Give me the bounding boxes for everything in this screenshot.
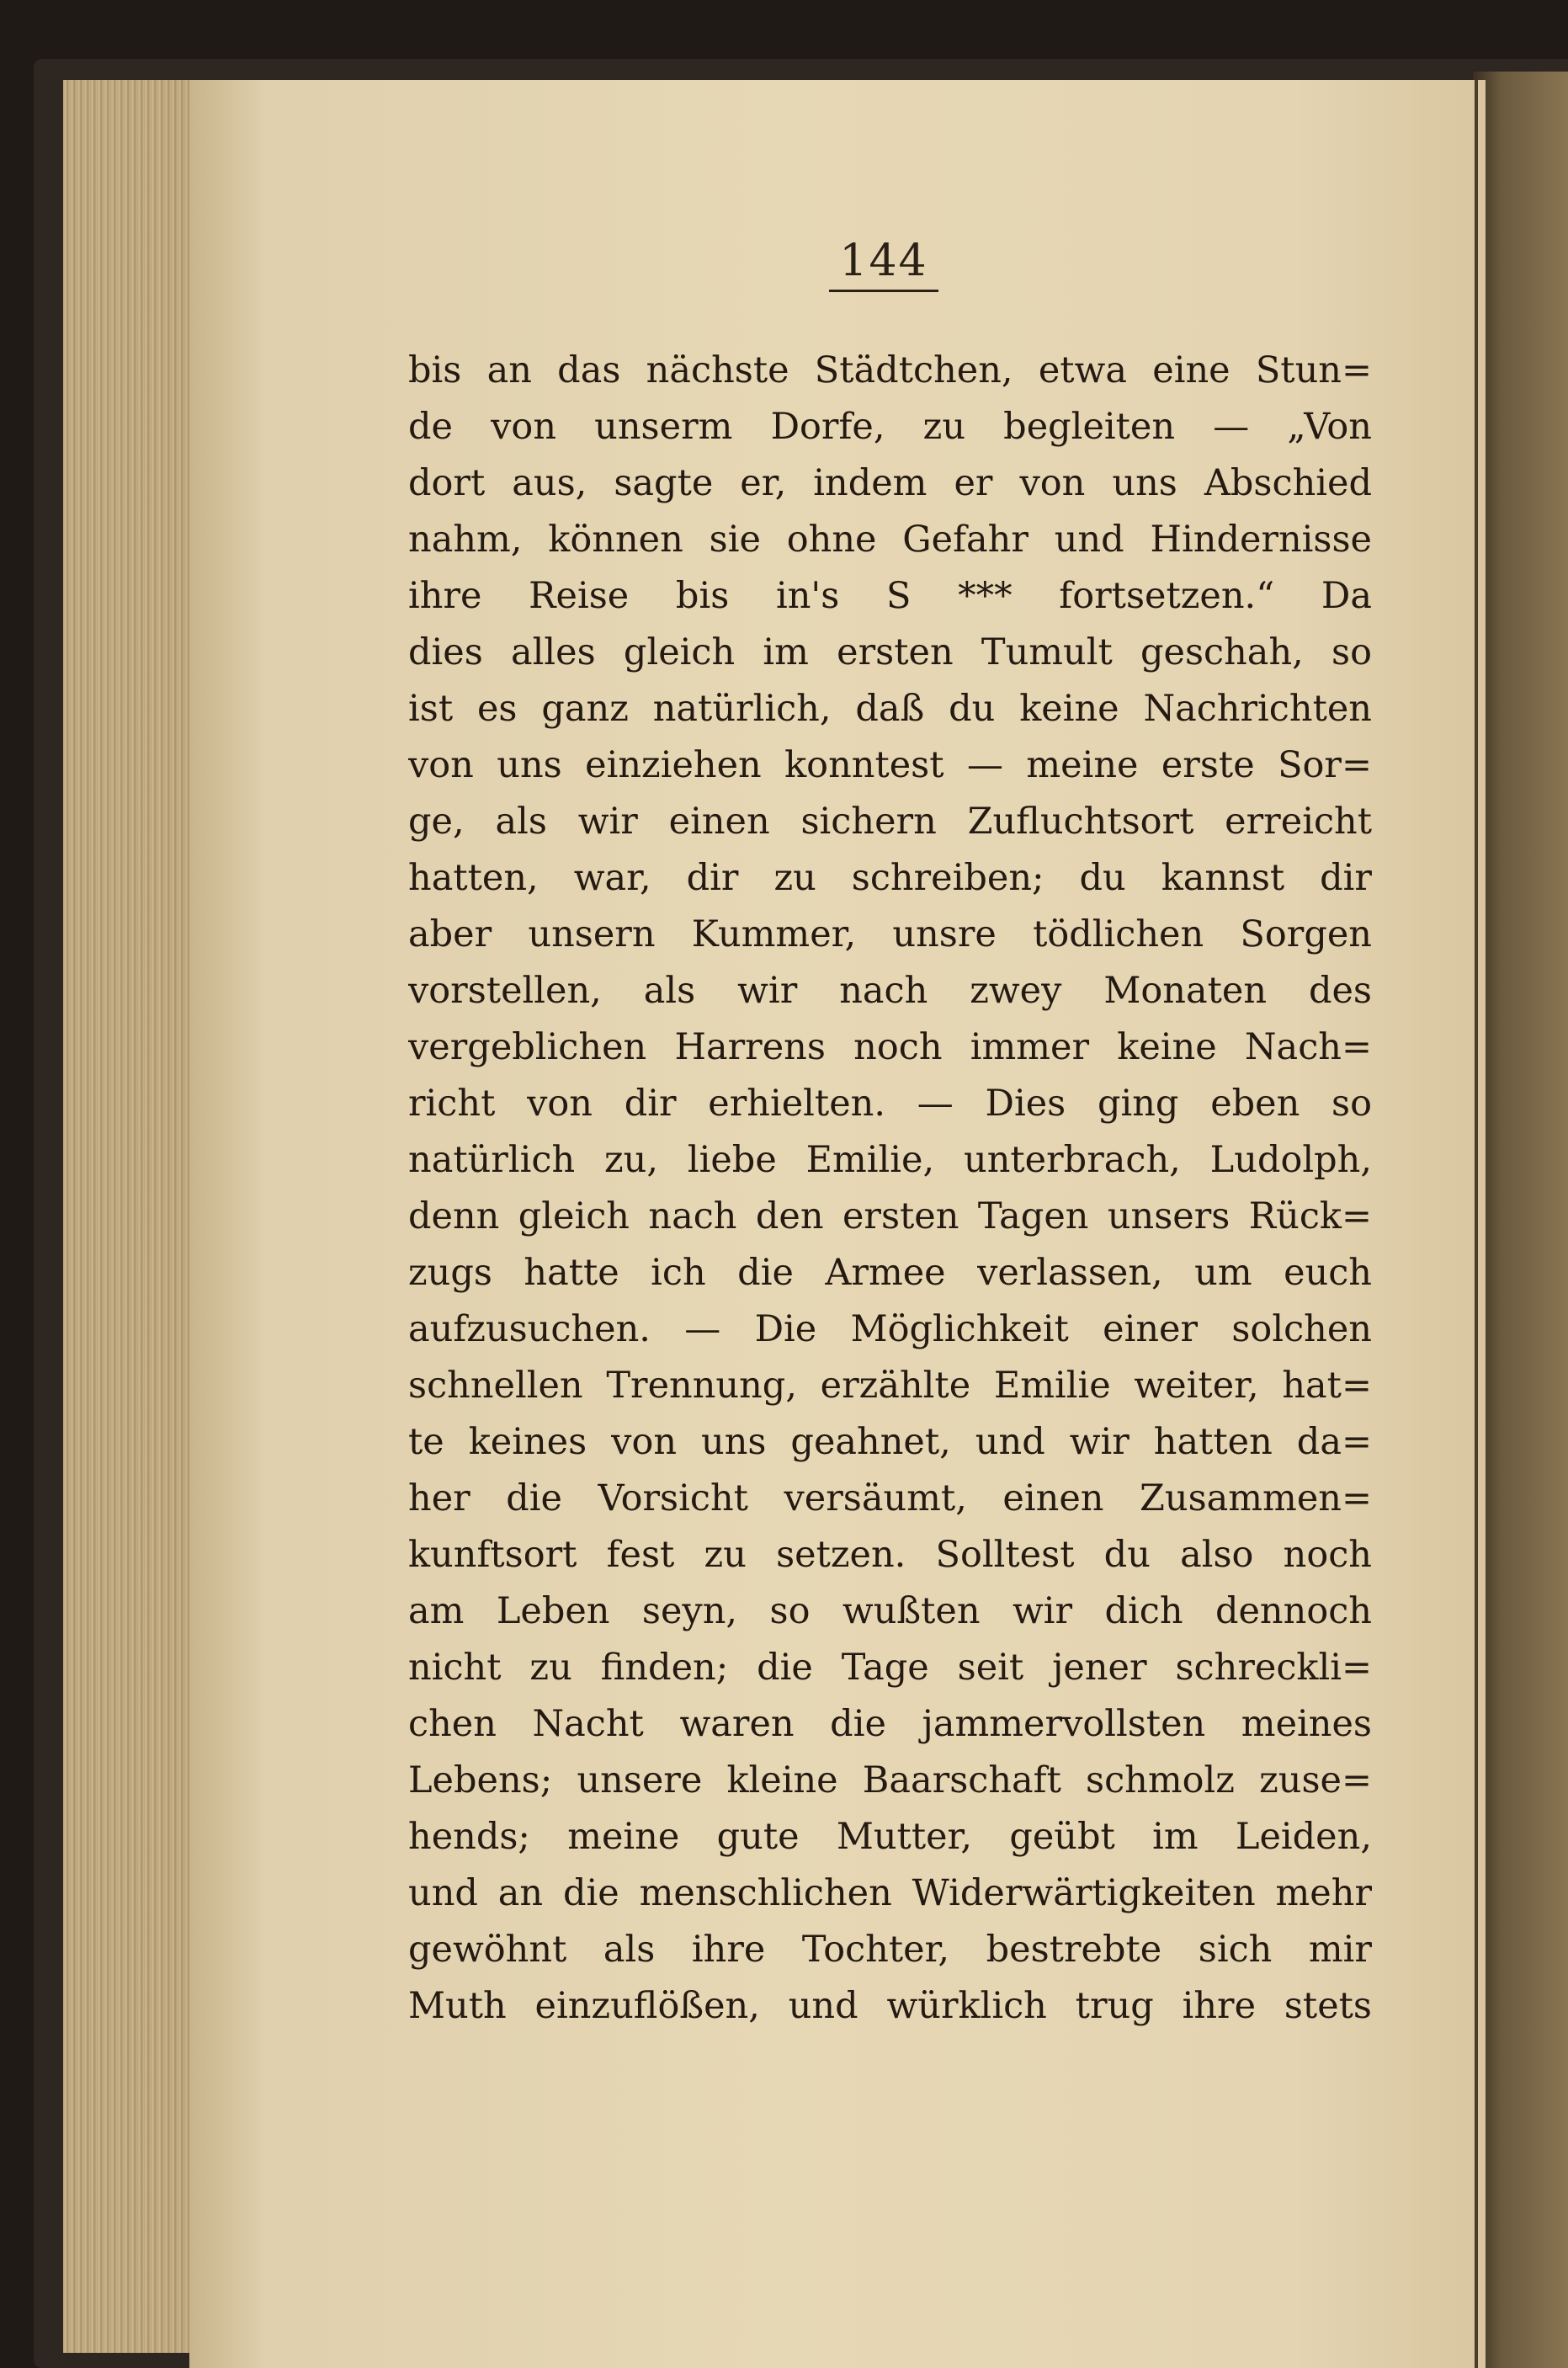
body-text [408,343,1372,2035]
text-line: richt von dir erhielten. — Dies ging eben so [408,1083,1372,1125]
text-line: zugs hatte ich die Armee verlassen, um euch [408,1252,1372,1294]
text-line: gewöhnt als ihre Tochter, bestrebte sich mir [408,1929,1372,1971]
text-line: natürlich zu, liebe Emilie, unterbrach, Ludolph, [408,1139,1372,1181]
text-line: von uns einziehen konntest — meine erste Sor= [408,744,1372,786]
text-line: ge, als wir einen sichern Zufluchtsort erreicht [408,801,1372,843]
text-line: vergeblichen Harrens noch immer keine Nach= [408,1026,1372,1068]
text-line: te keines von uns geahnet, und wir hatten da= [408,1421,1372,1463]
page-number: 144 [839,236,928,286]
text-line: hatten, war, dir zu schreiben; du kannst dir [408,857,1372,899]
text-line: Lebens; unsere kleine Baarschaft schmolz zuse= [408,1759,1372,1801]
text-line: dies alles gleich im ersten Tumult geschah, so [408,631,1372,673]
text-line: chen Nacht waren die jammervollsten meines [408,1703,1372,1745]
text-line: nicht zu finden; die Tage seit jener schreckli= [408,1647,1372,1689]
text-line: denn gleich nach den ersten Tagen unsers Rück= [408,1195,1372,1237]
gutter [1475,80,1478,2368]
text-line: aber unsern Kummer, unsre tödlichen Sorgen [408,913,1372,955]
text-line: ihre Reise bis in's S *** fortsetzen.“ Da [408,575,1372,617]
text-line: aufzusuchen. — Die Möglichkeit einer solchen [408,1308,1372,1350]
text-line: nahm, können sie ohne Gefahr und Hindernisse [408,519,1372,561]
text-line: am Leben seyn, so wußten wir dich dennoch [408,1590,1372,1632]
text-line: her die Vorsicht versäumt, einen Zusammen= [408,1477,1372,1519]
text-line: und an die menschlichen Widerwärtigkeiten mehr [408,1872,1372,1914]
text-line: schnellen Trennung, erzählte Emilie weiter, hat= [408,1365,1372,1407]
text-line: kunftsort fest zu setzen. Solltest du also noch [408,1534,1372,1576]
text-line: hends; meine gute Mutter, geübt im Leiden, [408,1816,1372,1858]
facing-page-edge [1473,72,1568,2368]
text-line: ist es ganz natürlich, daß du keine Nachrichten [408,688,1372,730]
page-edges [63,80,202,2353]
text-line: Muth einzuflößen, und würklich trug ihre stets [408,1985,1372,2027]
text-line: de von unserm Dorfe, zu begleiten — „Von [408,406,1372,448]
text-line: vorstellen, als wir nach zwey Monaten des [408,970,1372,1012]
text-line: bis an das nächste Städtchen, etwa eine Stun= [408,349,1372,391]
page-number-rule [829,290,938,292]
text-line: dort aus, sagte er, indem er von uns Abschied [408,462,1372,504]
